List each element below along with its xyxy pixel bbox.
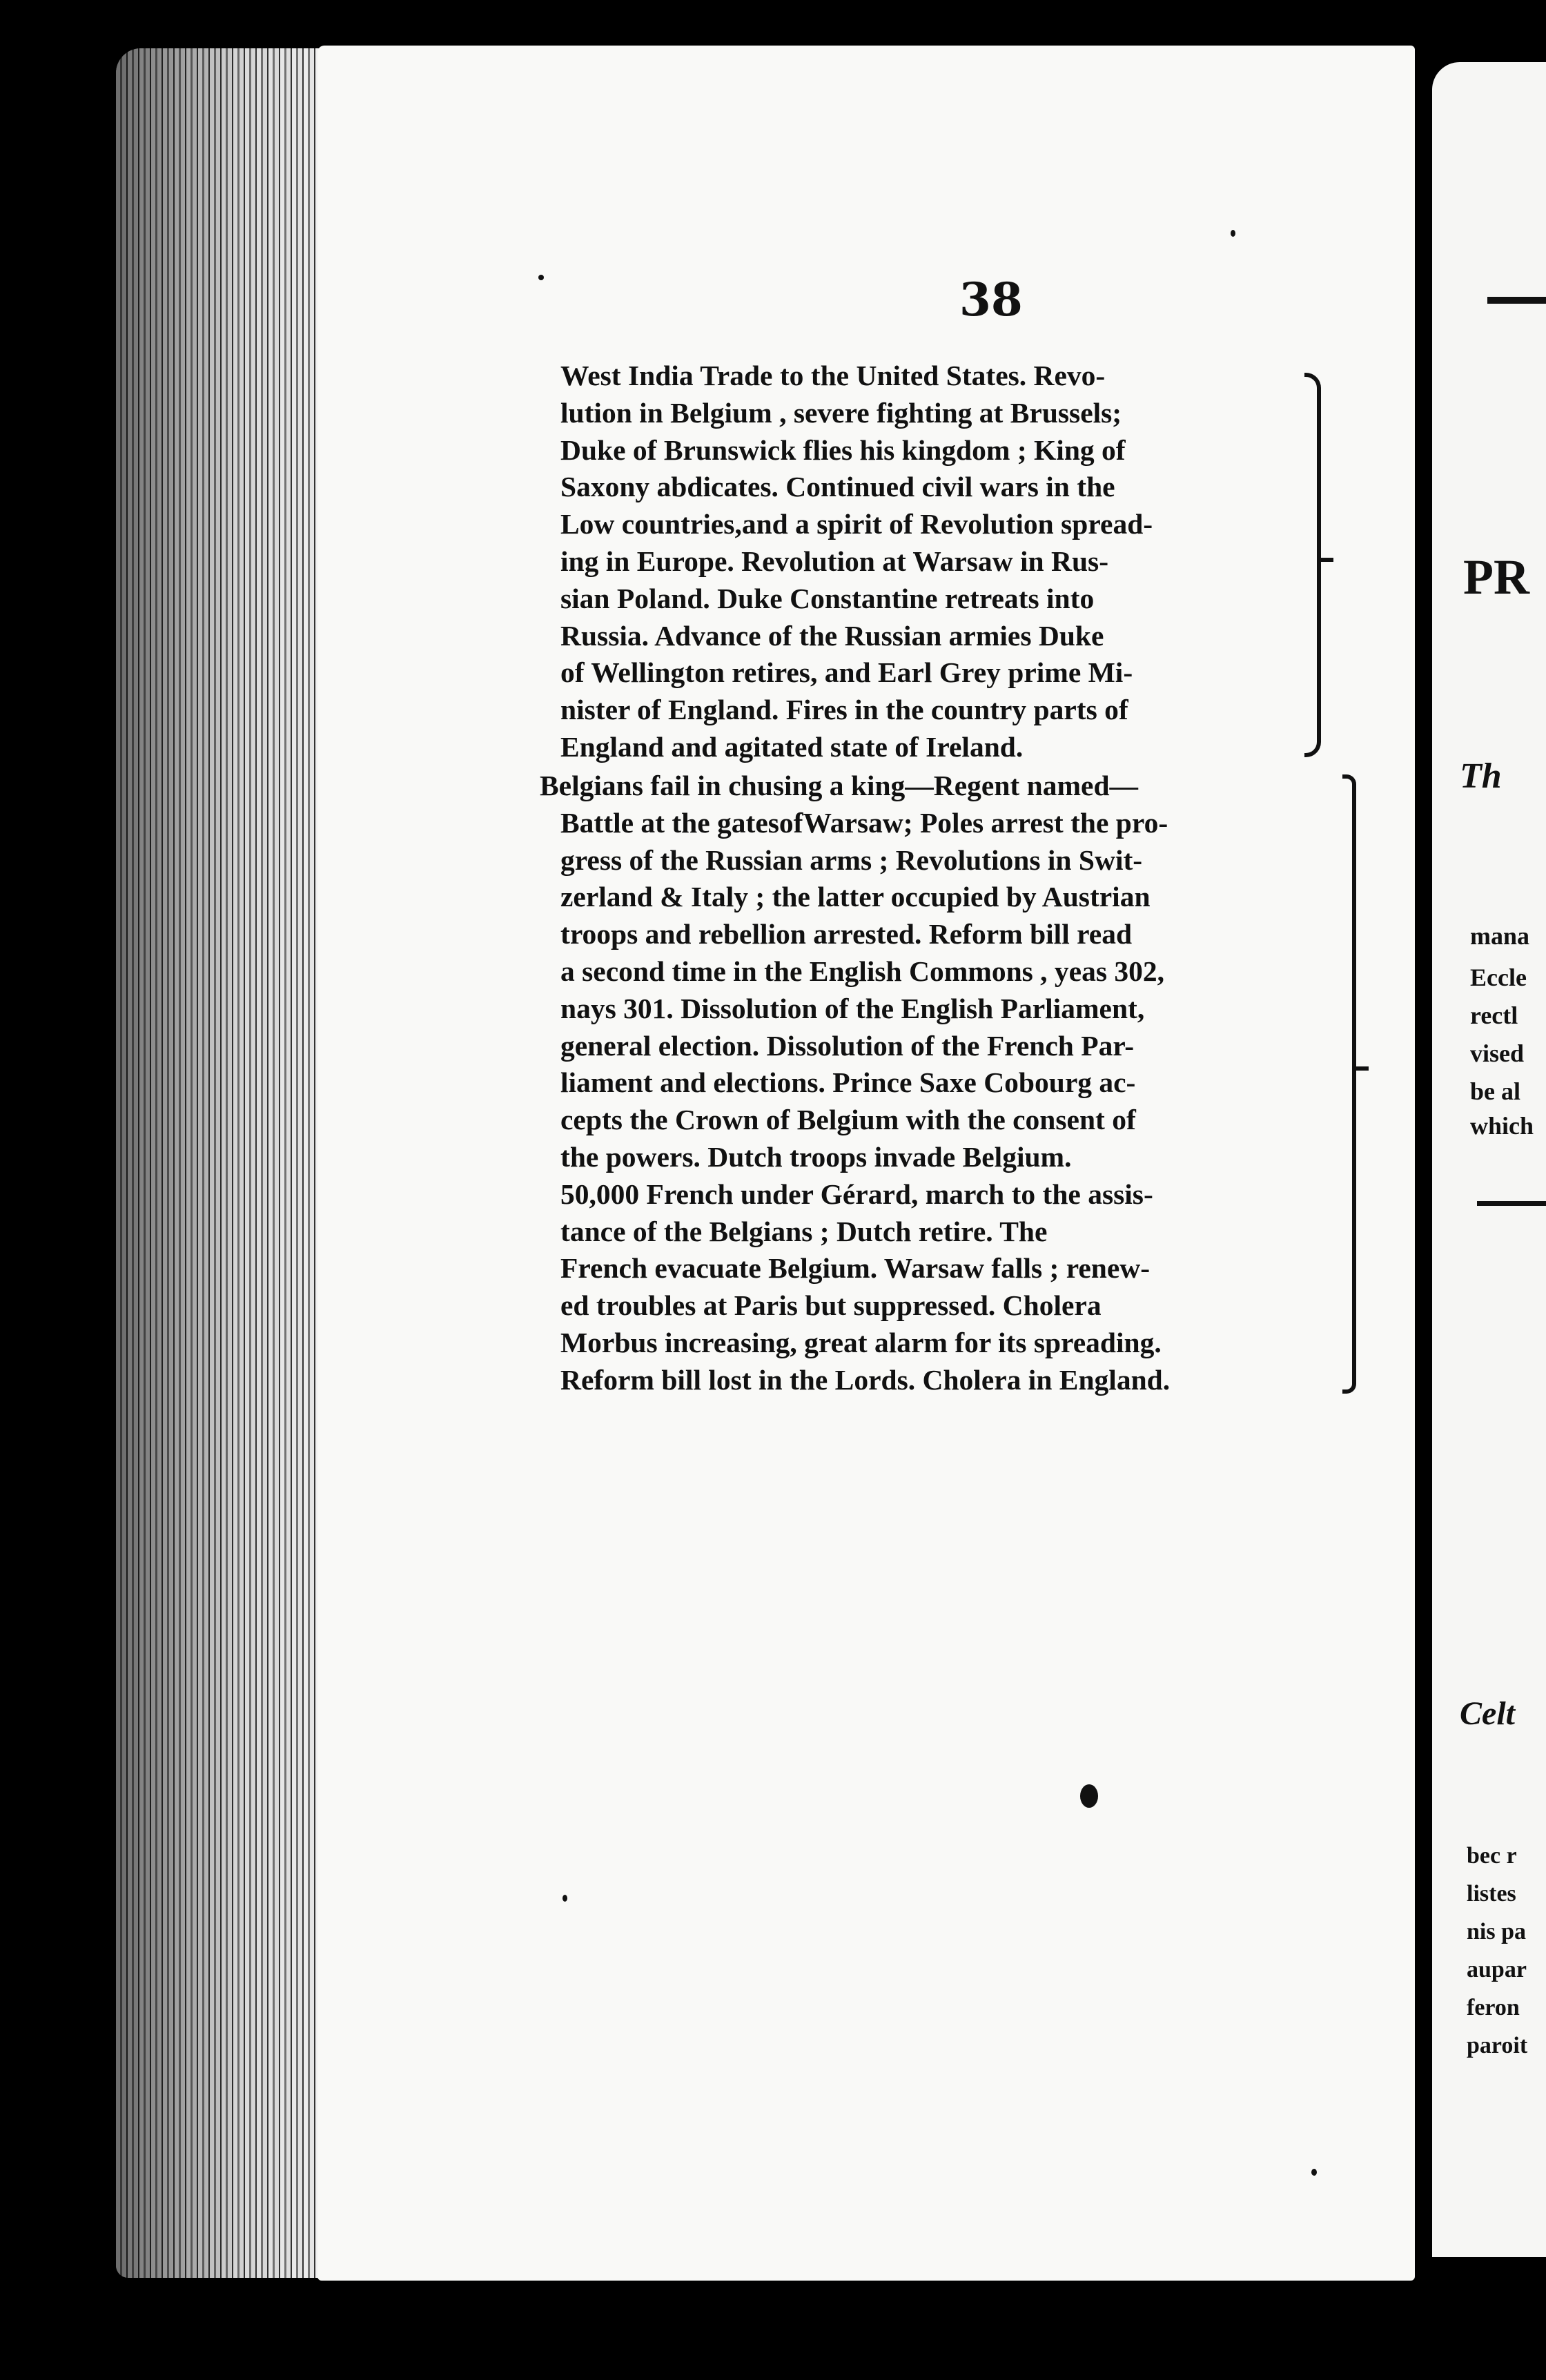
entry-line: liament and elections. Prince Saxe Cobourg ac- xyxy=(560,1066,1136,1099)
chronicle-entry xyxy=(560,358,1306,766)
adjacent-page-rule xyxy=(1477,1201,1546,1206)
entry-line: French evacuate Belgium. Warsaw falls ; renew- xyxy=(560,1252,1151,1285)
ink-speck xyxy=(1311,2169,1317,2176)
entry-line: the powers. Dutch troops invade Belgium. xyxy=(560,1140,1072,1173)
entry-line: tance of the Belgians ; Dutch retire. The xyxy=(560,1215,1048,1247)
adjacent-page-line: nis pa xyxy=(1467,1919,1526,1944)
chronicle-entry xyxy=(540,768,1347,1399)
bracket xyxy=(1342,774,1356,1394)
adjacent-page-line: feron xyxy=(1467,1995,1520,2020)
bracket xyxy=(1304,373,1321,757)
adjacent-page-line: which xyxy=(1470,1112,1534,1140)
entry-line: cepts the Crown of Belgium with the consent of xyxy=(560,1104,1136,1136)
entry-line: West India Trade to the United States. Revo- xyxy=(560,360,1106,391)
entry-line: England and agitated state of Ireland. xyxy=(560,730,1024,763)
adjacent-page-heading: PR xyxy=(1463,549,1529,605)
entry-line: Battle at the gatesofWarsaw; Poles arrest the pro- xyxy=(560,806,1168,839)
adjacent-page-line: listes xyxy=(1467,1881,1516,1906)
entry-line: Russia. Advance of the Russian armies Duke xyxy=(560,619,1104,652)
adjacent-page-line: bec r xyxy=(1467,1843,1517,1869)
entry-line: Belgians fail in chusing a king—Regent named— xyxy=(540,770,1139,801)
entry-line: Morbus increasing, great alarm for its spreading. xyxy=(560,1326,1162,1358)
bracket-tip xyxy=(1317,558,1333,562)
entry-line: sian Poland. Duke Constantine retreats into xyxy=(560,582,1095,614)
adjacent-page-line: vised xyxy=(1470,1040,1525,1067)
ink-speck xyxy=(538,275,544,280)
adjacent-page-line: paroit xyxy=(1467,2033,1528,2058)
entry-line: ing in Europe. Revolution at Warsaw in Rus- xyxy=(560,545,1109,577)
adjacent-page-line: mana xyxy=(1470,922,1530,950)
adjacent-page-italic-2: Celt xyxy=(1460,1695,1515,1732)
page-number: 38 xyxy=(959,273,1023,326)
adjacent-page-line: aupar xyxy=(1467,1957,1527,1982)
ink-speck xyxy=(1231,230,1235,237)
entry-line: troops and rebellion arrested. Reform bill read xyxy=(560,918,1133,950)
entry-line: a second time in the English Commons , yeas 302, xyxy=(560,955,1165,987)
entry-line: Reform bill lost in the Lords. Cholera in England. xyxy=(560,1363,1171,1396)
entry-line: nays 301. Dissolution of the English Parliament, xyxy=(560,992,1145,1024)
entry-line: Duke of Brunswick flies his kingdom ; King of xyxy=(560,433,1126,466)
entry-line: Saxony abdicates. Continued civil wars in the xyxy=(560,471,1115,503)
bracket-tip xyxy=(1352,1066,1369,1071)
entry-line: general election. Dissolution of the French Par- xyxy=(560,1029,1135,1062)
adjacent-page-line: be al xyxy=(1470,1077,1521,1105)
ink-speck xyxy=(562,1895,567,1902)
adjacent-page-rule xyxy=(1487,297,1546,304)
entry-line: nister of England. Fires in the country parts of xyxy=(560,694,1128,726)
adjacent-page-italic-1: Th xyxy=(1460,757,1502,796)
entry-line: gress of the Russian arms ; Revolutions in Swit- xyxy=(560,843,1143,876)
entry-line: Low countries,and a spirit of Revolution spread- xyxy=(560,508,1153,540)
adjacent-page-line: Eccle xyxy=(1470,964,1527,991)
entry-line: 50,000 French under Gérard, march to the assis- xyxy=(560,1178,1153,1210)
entry-line: lution in Belgium , severe fighting at Brussels; xyxy=(560,396,1122,429)
entry-line: zerland & Italy ; the latter occupied by Austrian xyxy=(560,881,1151,913)
entry-line: of Wellington retires, and Earl Grey prime Mi- xyxy=(560,656,1133,689)
page-edges-shadow xyxy=(116,48,323,2278)
entry-line: ed troubles at Paris but suppressed. Cholera xyxy=(560,1289,1102,1322)
adjacent-page-line: rectl xyxy=(1470,1002,1518,1029)
ink-spot xyxy=(1080,1784,1098,1808)
